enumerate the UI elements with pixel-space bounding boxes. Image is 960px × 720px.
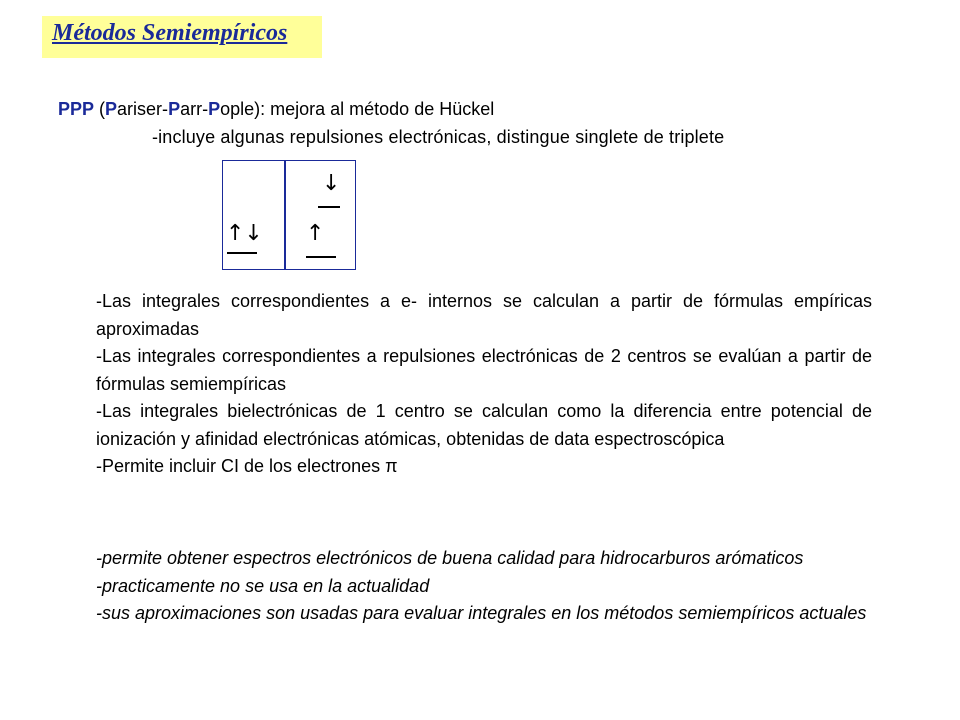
initial-p1: P <box>105 99 118 119</box>
ariser-text: ariser- <box>117 99 169 119</box>
note-approximations: -sus aproximaciones son usadas para evaluar integrales en los métodos semiempíricos actuales <box>96 603 867 623</box>
ppp-paren: ( <box>94 99 106 119</box>
arr-text: arr- <box>180 99 209 119</box>
triplet-upper-level <box>318 206 340 208</box>
initial-p3: P <box>208 99 221 119</box>
triplet-up-arrow: ↑ <box>306 221 325 246</box>
triplet-lower-level <box>306 256 336 258</box>
slide-title: Métodos Semiempíricos <box>52 20 288 46</box>
note-one-center: -Las integrales bielectrónicas de 1 centro se calculan como la diferencia entre potencial de ionización y afinidad electrónicas atómicas, obtenidas de data espectroscópica <box>96 401 872 449</box>
ppp-label: PPP <box>58 99 95 119</box>
note-not-used: -practicamente no se usa en la actualidad <box>96 575 430 596</box>
triplet-down-arrow: ↓ <box>322 171 341 196</box>
triplet-box <box>284 160 356 270</box>
note-ci: -Permite incluir CI de los electrones π <box>96 456 398 476</box>
italic-notes-block <box>96 545 872 628</box>
singlet-level <box>227 252 257 254</box>
note-internal-electrons: -Las integrales correspondientes a e- internos se calculan a partir de fórmulas empíricas aproximadas <box>96 291 872 339</box>
initial-p2: P <box>168 99 181 119</box>
note-two-center: -Las integrales correspondientes a repulsiones electrónicas de 2 centros se evalúan a partir de fórmulas semiempíricas <box>96 346 872 394</box>
ople-text: ople): mejora al método de Hückel <box>220 99 495 119</box>
ppp-heading <box>58 98 494 120</box>
notes-block <box>96 288 872 481</box>
singlet-box <box>222 160 286 270</box>
note-spectra: -permite obtener espectros electrónicos de buena calidad para hidrocarburos arómaticos <box>96 548 804 568</box>
singlet-arrows: ↑↓ <box>226 221 263 246</box>
spin-diagram <box>222 160 362 272</box>
ppp-subtitle: -incluye algunas repulsiones electrónicas, distingue singlete de triplete <box>152 127 725 147</box>
